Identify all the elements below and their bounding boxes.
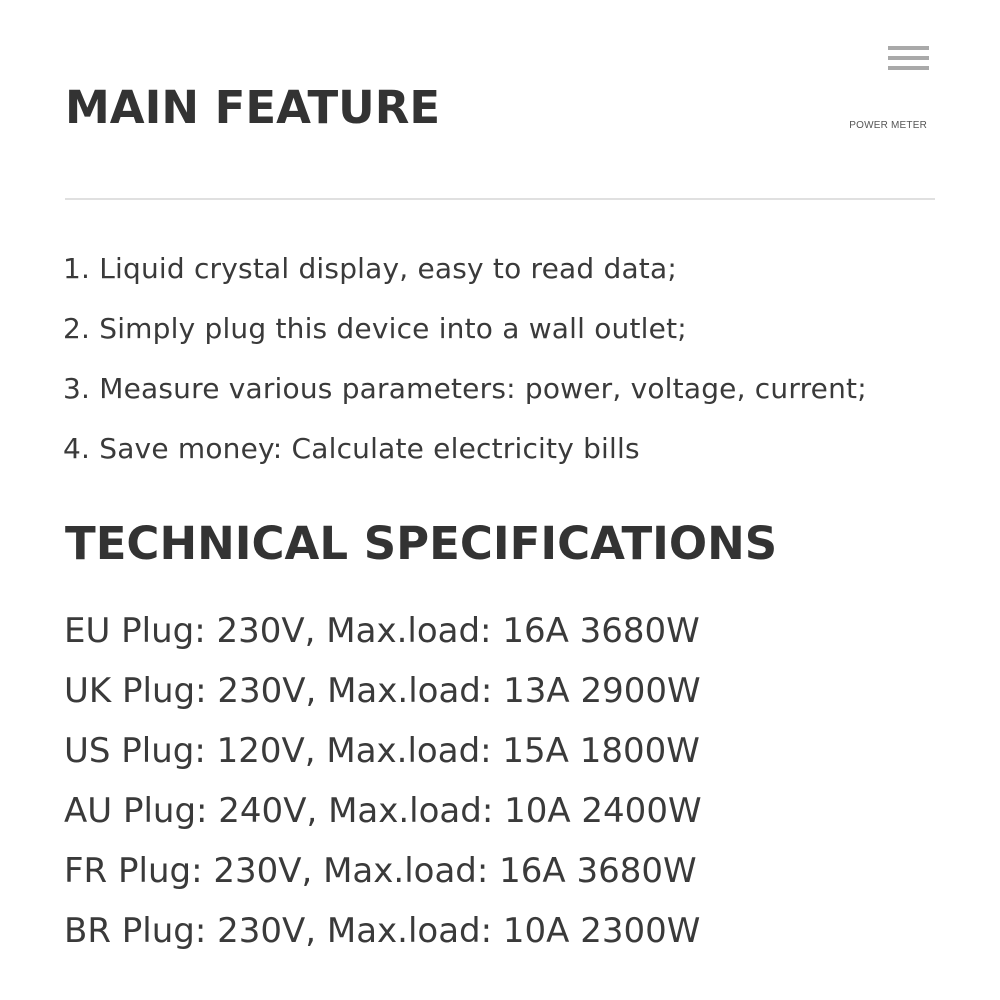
menu-icon-bar-top (888, 46, 929, 50)
feature-item: 3. Measure various parameters: power, voltage, current; (63, 372, 867, 405)
spec-item-fr: FR Plug: 230V, Max.load: 16A 3680W (64, 851, 697, 891)
feature-item: 1. Liquid crystal display, easy to read data; (63, 252, 677, 285)
hamburger-menu-icon[interactable] (888, 46, 929, 74)
section-label: POWER METER (849, 120, 927, 131)
feature-list (63, 250, 867, 490)
spec-item-br: BR Plug: 230V, Max.load: 10A 2300W (64, 911, 701, 951)
main-feature-title: MAIN FEATURE (65, 81, 441, 134)
feature-item: 4. Save money: Calculate electricity bills (63, 432, 640, 465)
divider (65, 198, 935, 200)
spec-item-uk: UK Plug: 230V, Max.load: 13A 2900W (64, 671, 701, 711)
spec-list (64, 609, 702, 969)
spec-item-eu: EU Plug: 230V, Max.load: 16A 3680W (64, 611, 700, 651)
spec-item-us: US Plug: 120V, Max.load: 15A 1800W (64, 731, 700, 771)
technical-specifications-title: TECHNICAL SPECIFICATIONS (65, 517, 778, 570)
feature-item: 2. Simply plug this device into a wall outlet; (63, 312, 687, 345)
menu-icon-bar-middle (888, 56, 929, 60)
spec-item-au: AU Plug: 240V, Max.load: 10A 2400W (64, 791, 702, 831)
menu-icon-bar-bottom (888, 66, 929, 70)
